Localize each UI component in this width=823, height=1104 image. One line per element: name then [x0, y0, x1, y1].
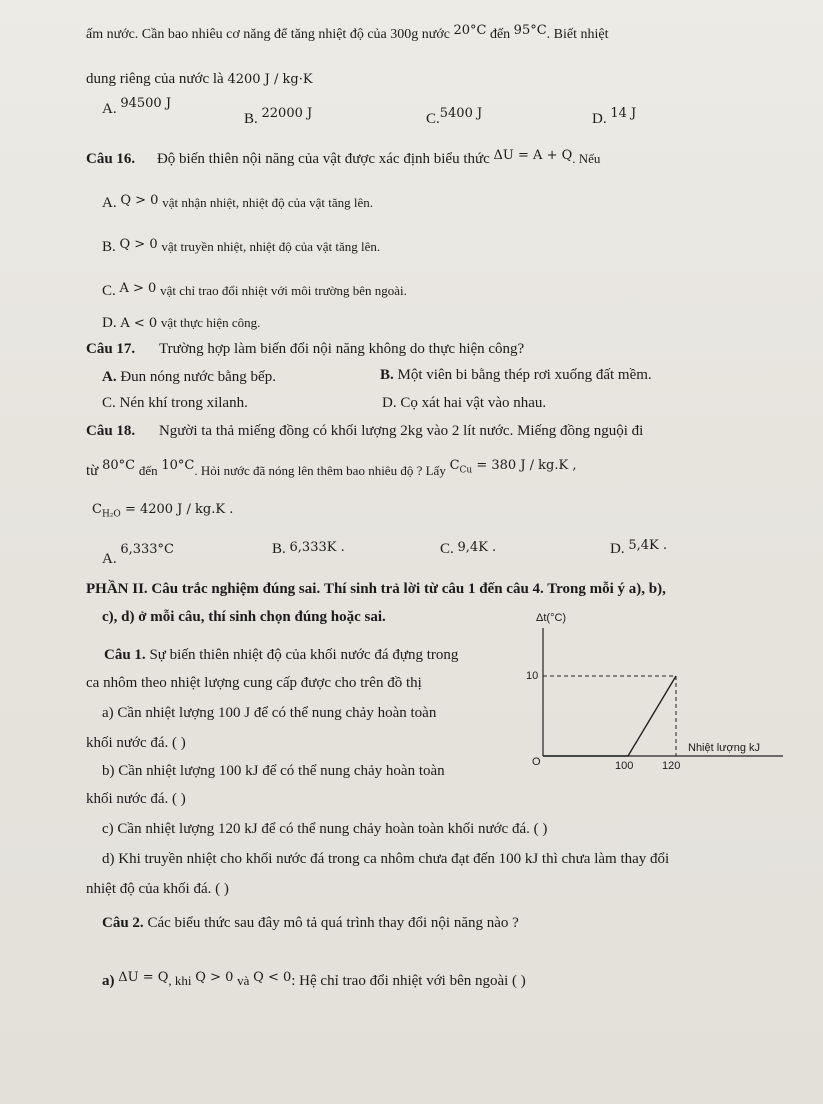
q17-stem: Câu 17. Trường hợp làm biến đổi nội năng không do thực hiện công?: [86, 341, 525, 357]
q16-stem: Câu 16. Độ biến thiên nội năng của vật được xác định biểu thức ΔU = A + Q. Nếu: [86, 148, 601, 167]
x-tick-120: 120: [662, 760, 681, 772]
q18-option-d: D. 5,4K .: [610, 538, 667, 557]
p2q1-b-line2[interactable]: khối nước đá. ( ): [86, 791, 186, 807]
x-axis-label: Nhiệt lượng kJ: [688, 742, 761, 754]
prev-option-d: D. 14 J: [592, 106, 637, 127]
graph-line: [543, 676, 676, 756]
p2q1-d-line2[interactable]: nhiệt độ của khối đá. ( ): [86, 881, 229, 897]
q16-option-d: D. A < 0 vật thực hiện công.: [102, 315, 261, 331]
p2q2-stem: Câu 2. Các biểu thức sau đây mô tả quá trình thay đổi nội năng nào ?: [102, 915, 519, 931]
p2q1-c[interactable]: c) Cần nhiệt lượng 120 kJ để có thể nung chảy hoàn toàn khối nước đá. ( ): [102, 821, 548, 837]
q17-option-a: A. Đun nóng nước bằng bếp.: [102, 369, 276, 385]
p2q1-b-line1: b) Cần nhiệt lượng 100 kJ để có thể nung chảy hoàn toàn: [102, 763, 445, 779]
p2q1-line1: Câu 1. Sự biến thiên nhiệt độ của khối nước đá đựng trong: [104, 647, 459, 663]
q18-stem: Câu 18. Người ta thả miếng đồng có khối lượng 2kg vào 2 lít nước. Miếng đồng nguội đi: [86, 423, 644, 439]
part2-intro-line2: c), d) ở mỗi câu, thí sinh chọn đúng hoặc sai.: [102, 609, 386, 625]
y-axis-label: Δt(°C): [536, 612, 567, 624]
p2q1-a-line2[interactable]: khối nước đá. ( ): [86, 735, 186, 751]
q18-c-water: $C_{H_2O} = 4200$ J / kg.K .: [92, 502, 234, 520]
q18-option-a: A. 6,333°C: [102, 542, 175, 567]
q18-stem-line2: từ 80°C đến 10°C. Hỏi nước đã nóng lên thêm bao nhiêu độ ? Lấy $C_{Cu} = 380$ J / kg.K ,: [86, 458, 577, 479]
p2q2-a[interactable]: a) ΔU = Q, khi Q > 0 và Q < 0: Hệ chỉ trao đổi nhiệt với bên ngoài ( ): [102, 970, 526, 989]
y-tick-10: 10: [526, 670, 539, 682]
p2q1-a-line1: a) Cần nhiệt lượng 100 J để có thể nung chảy hoàn toàn: [102, 705, 437, 721]
q16-option-c: C. A > 0 vật chỉ trao đổi nhiệt với môi trường bên ngoài.: [102, 281, 407, 299]
p2q1-d-line1: d) Khi truyền nhiệt cho khối nước đá trong ca nhôm chưa đạt đến 100 kJ thì chưa làm thay đổi: [102, 851, 670, 867]
q17-option-d: D. Cọ xát hai vật vào nhau.: [382, 395, 547, 411]
part2-heading: PHẦN II. Câu trắc nghiệm đúng sai. Thí sinh trả lời từ câu 1 đến câu 4. Trong mỗi ý a), b),: [86, 581, 666, 597]
graph-svg: [528, 610, 798, 780]
origin-label: O: [532, 756, 541, 768]
q18-option-b: B. 6,333K .: [272, 540, 345, 557]
q16-option-a: A. Q > 0 vật nhận nhiệt, nhiệt độ của vật tăng lên.: [102, 193, 374, 211]
q16-option-b: B. Q > 0 vật truyền nhiệt, nhiệt độ của vật tăng lên.: [102, 237, 381, 255]
temperature-heat-graph: [528, 610, 798, 785]
prev-option-c: C.5400 J: [426, 106, 483, 127]
p2q1-line2: ca nhôm theo nhiệt lượng cung cấp được cho trên đồ thị: [86, 675, 422, 691]
x-tick-100: 100: [615, 760, 634, 772]
prev-question-line1: ấm nước. Cần bao nhiêu cơ năng để tăng nhiệt độ của 300g nước 20°C đến 95°C. Biết nhiệt: [86, 23, 609, 42]
q18-option-c: C. 9,4K .: [440, 540, 497, 557]
q17-option-b: B. Một viên bi bằng thép rơi xuống đất mềm.: [380, 367, 652, 383]
prev-option-a: A. 94500 J: [102, 96, 172, 117]
prev-option-b: B. 22000 J: [244, 106, 313, 127]
prev-question-line2: dung riêng của nước là 4200 J / kg·K: [86, 71, 313, 87]
q17-option-c: C. Nén khí trong xilanh.: [102, 395, 248, 411]
